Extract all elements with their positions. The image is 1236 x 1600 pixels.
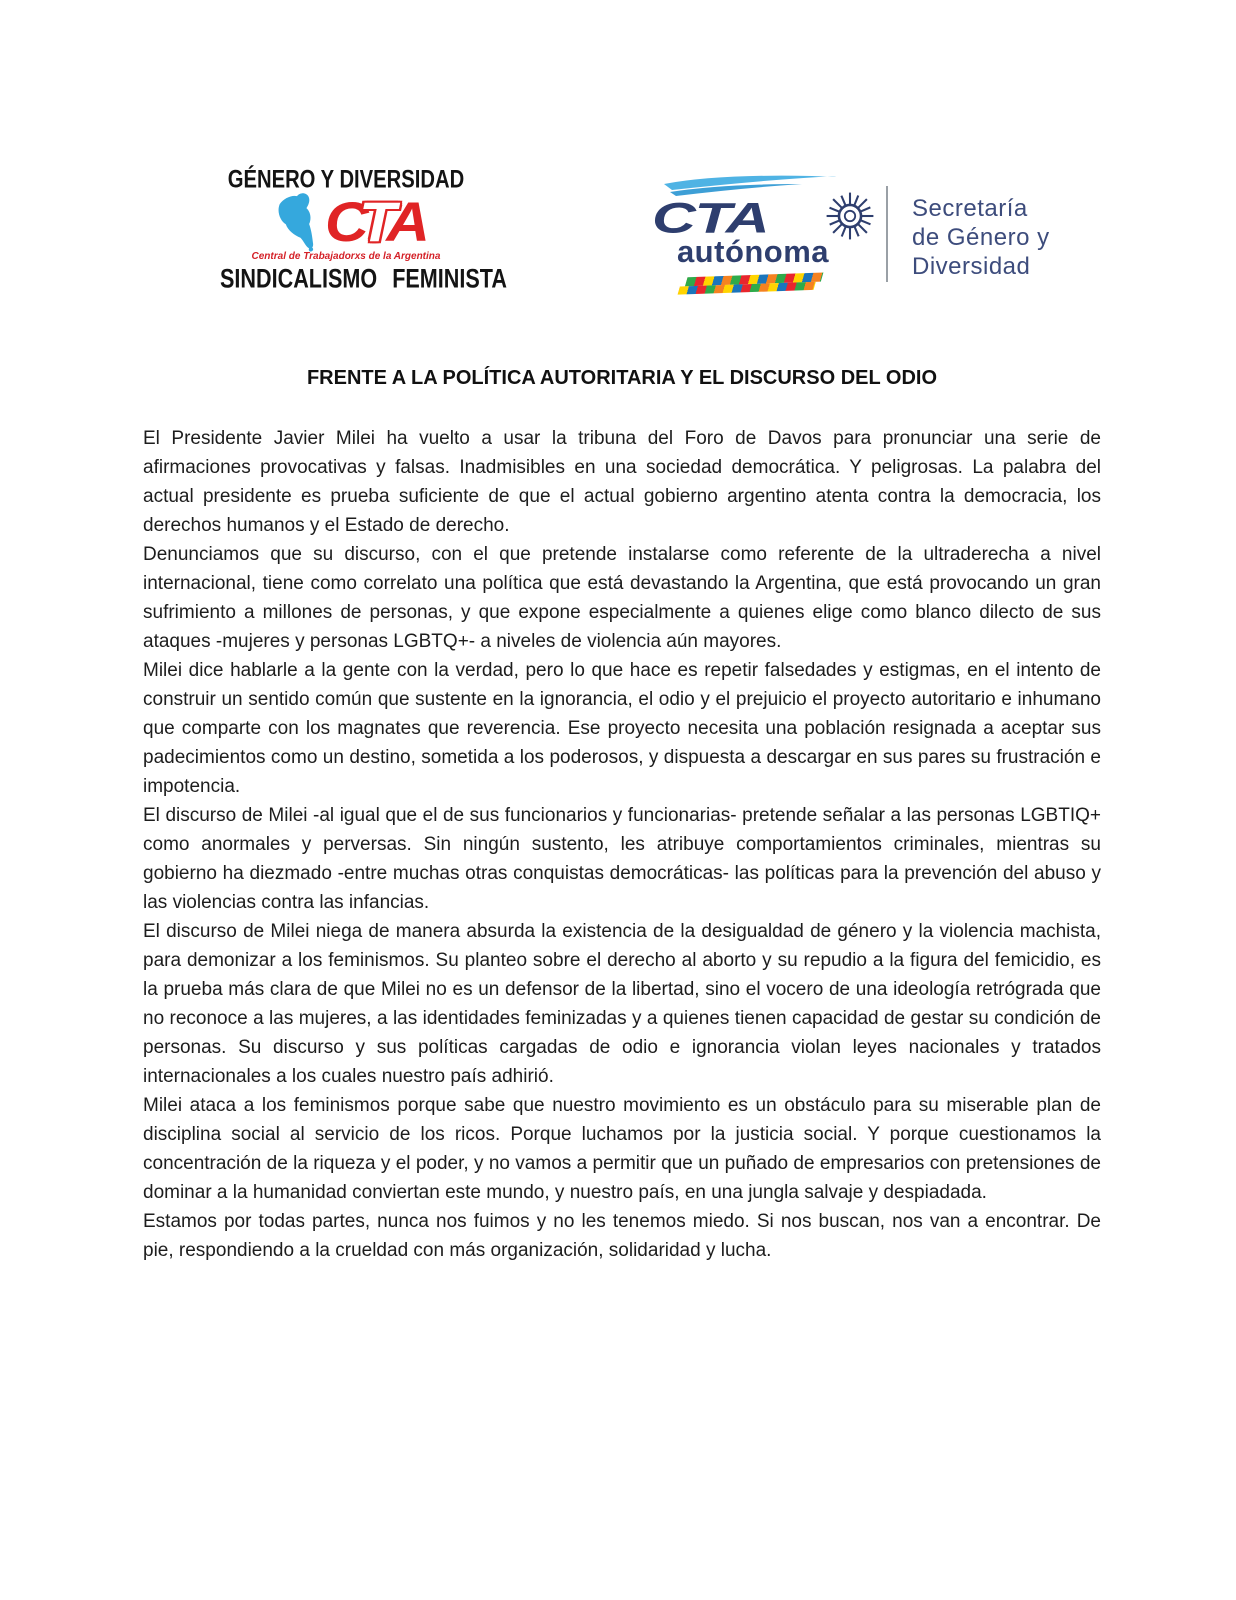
- paragraph: Milei dice hablarle a la gente con la verdad, pero lo que hace es repetir falsedades y estigmas, en el intento de construir un sentido común que sustente en la ignorancia, el odio y el prejuicio el proyecto autoritario e inhumano que comparte con los magnates que reverencia. Ese proyecto necesita una población resignada a aceptar sus padecimientos como un destino, sometida a los poderosos, y dispuesta a descargar en sus pares su frustración e impotencia.: [143, 660, 1101, 797]
- secretaria-line-1: Secretaría: [912, 195, 1028, 222]
- secretaria-line-2: de Género y: [912, 224, 1050, 251]
- paragraphs-container: [143, 424, 1101, 1265]
- paragraph: Denunciamos que su discurso, con el que pretende instalarse como referente de la ultraderecha a nivel internacional, tiene como correlato una política que está devastando la Argentina, que está provocando un gran sufrimiento a millones de personas, y que expone especialmente a quienes elige como blanco dilecto de sus ataques -mujeres y personas LGBTQ+- a niveles de violencia aún mayores.: [143, 544, 1101, 652]
- wiphala-stripe: [683, 273, 824, 295]
- autonoma-label: autónoma: [676, 234, 830, 269]
- cta-logo-row: [206, 190, 486, 253]
- cta-autonoma-wordmark: CTA: [652, 194, 769, 242]
- secretaria-line-3: Diversidad: [912, 253, 1031, 280]
- south-america-icon: [269, 192, 335, 252]
- swoosh-icon: [662, 174, 837, 196]
- secretaria-label: [912, 194, 1050, 281]
- paragraph: El Presidente Javier Milei ha vuelto a usar la tribuna del Foro de Davos para pronunciar una serie de afirmaciones provocativas y falsas. Inadmisibles en una sociedad democrática. Y peligrosas. La palabra del actual presidente es prueba suficiente de que el actual gobierno argentino atenta contra la democracia, los derechos humanos y el Estado de derecho.: [143, 428, 1101, 536]
- sindicalismo-feminista-label: SINDICALISMO FEMINISTA: [220, 264, 508, 295]
- paragraph: Milei ataca a los feminismos porque sabe que nuestro movimiento es un obstáculo para su miserable plan de disciplina social al servicio de los ricos. Porque luchamos por la justicia social. Y porque cuestionamos la concentración de la riqueza y el poder, y no vamos a permitir que un puñado de empresarios con pretensiones de dominar a la humanidad conviertan este mundo, y nuestro país, en una jungla salvaje y despiadada.: [143, 1095, 1101, 1203]
- cta-letter-a: A: [386, 190, 431, 253]
- paragraph: Estamos por todas partes, nunca nos fuimos y no les tenemos miedo. Si nos buscan, nos van a encontrar. De pie, respondiendo a la crueldad con más organización, solidaridad y lucha.: [143, 1211, 1101, 1261]
- cta-letter-c: C: [325, 190, 370, 253]
- cta-autonoma-row: [652, 194, 858, 242]
- sun-icon: [824, 190, 876, 242]
- cta-wordmark: [325, 190, 431, 253]
- document-title: FRENTE A LA POLÍTICA AUTORITARIA Y EL DISCURSO DEL ODIO: [306, 367, 938, 389]
- document-body: [143, 366, 1101, 1265]
- genero-diversidad-label: GÉNERO Y DIVERSIDAD: [227, 164, 465, 193]
- logo-cta-autonoma: [648, 174, 858, 292]
- paragraph: El discurso de Milei niega de manera absurda la existencia de la desigualdad de género y la violencia machista, para demonizar a los feminismos. Su planteo sobre el derecho al aborto y su repudio a la figura del femicidio, es la prueba más clara de que Milei no es un defensor de la libertad, sino el vocero de una ideología retrógrada que no reconoce a las mujeres, a las identidades feminizadas y a quienes tienen capacidad de gestar su condición de personas. Su discurso y sus políticas cargadas de odio e ignorancia violan leyes nacionales y tratados internacionales a los cuales nuestro país adhirió.: [143, 921, 1101, 1087]
- logo-genero-diversidad: [206, 164, 508, 295]
- cta-letter-t: T: [359, 190, 397, 253]
- cta-subtitle: Central de Trabajadorxs de la Argentina: [251, 251, 441, 262]
- logo-divider: [886, 186, 888, 282]
- paragraph: El discurso de Milei -al igual que el de sus funcionarios y funcionarias- pretende señalar a las personas LGBTIQ+ como anormales y perversas. Sin ningún sustento, les atribuye comportamientos criminales, mientras su gobierno ha diezmado -entre muchas otras conquistas democráticas- las políticas para la prevención del abuso y las violencias contra las infancias.: [143, 805, 1101, 913]
